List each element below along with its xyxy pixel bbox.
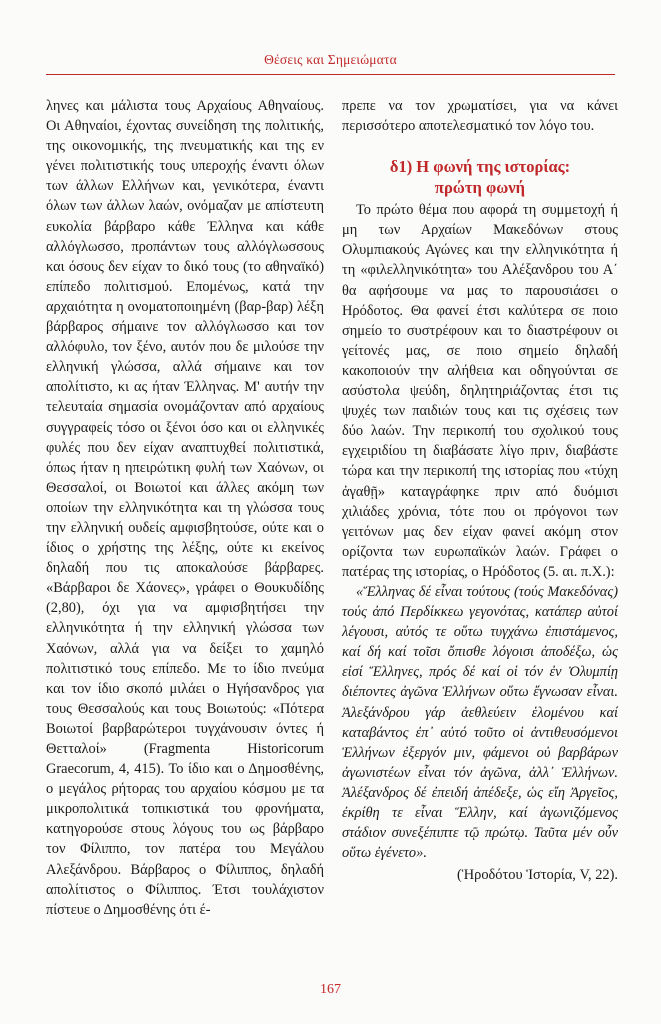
left-paragraph: ληνες και μάλιστα τους Αρχαίους Αθηναίους. Οι Αθηναίοι, έχοντας συνείδηση της πολιτικής, της οικονομικής, της πνευματικής και της εν γένει πολιτιστικής τους υπεροχής έναντι όλων των άλλων Ελλήνων και, γενικότερα, έναντι όλων των άλλων λαών, ονόμαζαν με απίστευτη ευκολία βάρβαρο κάθε Έλληνα και κάθε αλλόγλωσσο, προπάντων τους αλλόγλωσσους και όσους δεν είχαν το δικό τους (το αθηναϊκό) επίπεδο πολιτισμού. Επομένως, κατά την αρχαιότητα η ονοματοποιημένη (βαρ-βαρ) λέξη βάρβαρος σήμαινε τον αλλόγλωσσο και τον αλλόφυλο, τον ξένο, αυτόν που δε μιλούσε την ελληνική γλώσσα, αλλά σήμαινε και τον απολίτιστο, κι ας ήταν Έλληνας. Μ' αυτήν την τελευταία σημασία ονομάζονταν από αρχαίους συγγραφείς τόσο οι ξένοι όσο και οι ελληνικές φυλές που δεν είχαν αναπτυχθεί πολιτιστικά, όπως ήταν η ηπειρώτικη φυλή των Χαόνων, οι Θεσσαλοί, οι Βοιωτοί και άλλες ακόμη των οποίων την ελληνικότητα και τη γλώσσα τους την ελληνική ουδείς αμφισβητούσε, ούτε και ο ίδιος ο χρήστης της λέξης, ούτε κι εκείνος δηλαδή που τις αποκαλούσε βάρβαρες. «Βάρβαροι δε Χάονες», γράφει ο Θουκυδίδης (2,80), όχι για να αμφισβητήσει την ελληνικότητα ή την ελληνική γλώσσα των Χαόνων, αλλά για να δείξει το χαμηλό πολιτιστικό τους επίπεδο. Με το ίδιο πνεύμα και τον ίδιο σκοπό μιλάει ο Ηγήσανδρος για τους Θεσσαλούς και τους Βοιωτούς: «Πότερα Βοιωτοί βαρβαρώτεροι τυγχάνουσιν όντες ή Θετταλοί» (Fragmenta Historicorum Graecorum, 4, 415). Το ίδιο και ο Δημοσθένης, ο μεγάλος ρήτορας του αρχαίου κόσμου με τα μικροπολιτικά τοπικιστικά του φρονήματα, κατηγορούσε στους λόγους του ως βάρβαρο τον Φίλιππο, τον πατέρα του Μεγάλου Αλεξάνδρου. Βάρβαρος ο Φίλιππος, δηλαδή απολίτιστος ο Φίλιππος. Έτσι τουλάχιστον πίστευε ο Δημοσθένης ότι έ-	[46, 98, 324, 918]
page-number: 167	[320, 982, 341, 997]
section-heading	[342, 156, 618, 198]
section-heading-line-2: πρώτη φωνή	[434, 178, 526, 198]
right-column	[342, 96, 618, 885]
quote-source: (Ἡροδότου Ἱστορία, V, 22).	[456, 867, 618, 884]
body-paragraph: Το πρώτο θέμα που αφορά τη συμμετοχή ή μη των Αρχαίων Μακεδόνων στους Ολυμπιακούς Αγώνες και την ελληνικότητα ή τη «φιλελληνικότητα» του Αλέξανδρου του Α΄ θα αφήσουμε να μας το παρουσιάσει ο Ηρόδοτος. Θα φανεί έτσι καλύτερα σε ποιο σημείο το συστρέφουν και το διαστρέφουν οι γείτονές μας, σε ποιο σημείο δηλαδή κακοποιούν την αλήθεια και οδηγούνται σε ασύστολα ψεύδη, δηλητηριάζοντας έτσι τις ψυχές των παιδιών τους και τις σχέσεις των δύο λαών. Την περικοπή του σχολικού τους εγχειριδίου τη διαβάσατε λίγο πριν, διαβάστε τώρα και την περικοπή της ιστορίας που «τύχη ἀγαθῇ» καταγράφηκε πριν από δυόμισι χιλιάδες χρόνια, τότε που οι πρόγονοι των γειτόνων μας δεν είχαν φανεί ακόμη στον ορίζοντα των ευρωπαϊκών λαών. Γράφει ο πατέρας της ιστορίας, ο Ηρόδοτος (5. αι. π.Χ.):	[342, 202, 618, 580]
running-header: Θέσεις και Σημειώματα	[264, 52, 397, 67]
continuation-text: πρεπε να τον χρωματίσει, για να κάνει περισσότερο αποτελεσματικό τον λόγο του.	[342, 98, 618, 135]
left-column	[46, 96, 324, 920]
header-rule	[46, 74, 615, 75]
section-heading-line-1: δ1) Η φωνή της ιστορίας:	[389, 157, 571, 177]
herodotus-quote: «Ἕλληνας δέ εἶναι τούτους (τούς Μακεδόνας) τούς ἀπό Περδίκκεω γεγονότας, κατάπερ αὐτοί λέγουσι, αὐτός τε οὕτω τυγχάνω ἐπιστάμενος, καί δή καί τοῖσι ὄπισθε λόγοισι ἀποδέξω, ὡς εἰσί Ἕλληνες, πρός δέ καί οἱ τόν ἐν Ὀλυμπίῃ διέποντες ἀγῶνα Ἑλλήνων οὕτω ἔγνωσαν εἶναι. Ἀλεξάνδρου γάρ ἀεθλεύειν ἑλομένου καί καταβάντος ἐπ᾽ αὐτό τοῦτο οἱ ἀντιθευσόμενοι Ἑλλήνων ἐξεργόν μιν, φάμενοι οὐ βαρβάρων ἀγωνιστέων εἶναι τόν ἀγῶνα, ἀλλ᾽ Ἑλλήνων. Ἀλέξανδρος δέ ἐπειδή ἀπέδεξε, ὡς εἴη Ἀργεῖος, ἐκρίθη τε εἶναι Ἕλλην, καί ἀγωνιζόμενος στάδιον συνεξέπιπτε τῷ πρώτῳ. Ταῦτα μέν οὖν οὕτω ἐγένετο».	[342, 583, 618, 862]
